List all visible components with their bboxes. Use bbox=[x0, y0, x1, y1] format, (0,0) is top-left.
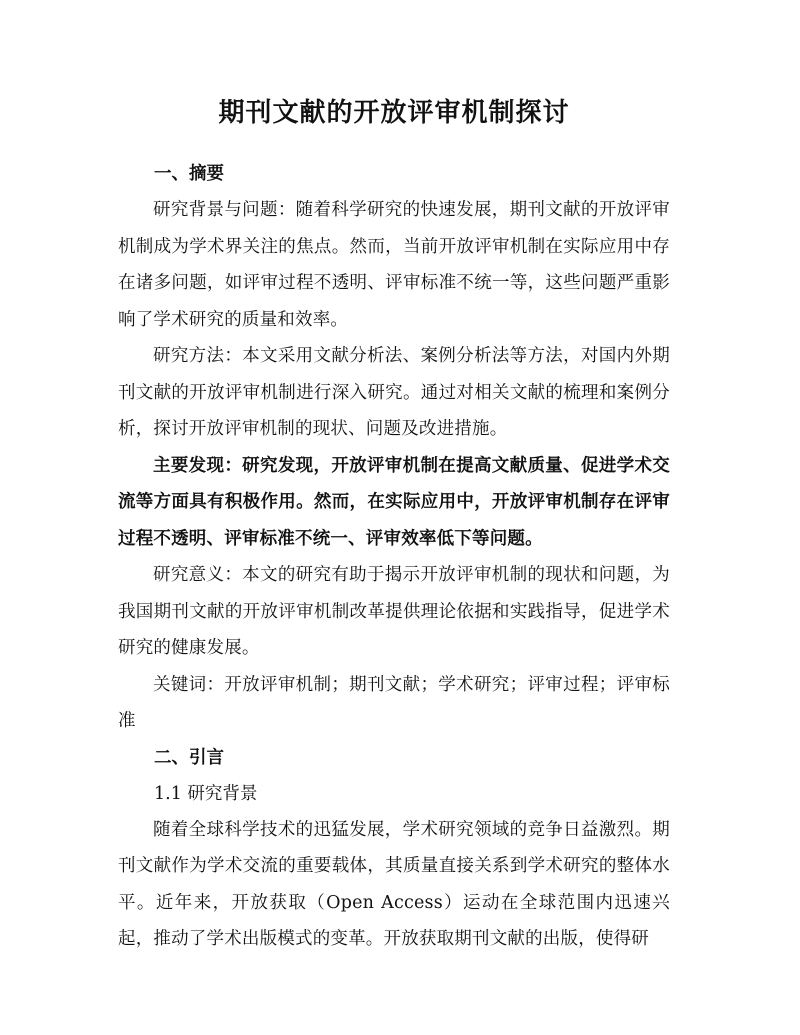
section-heading-abstract: 一、摘要 bbox=[154, 164, 224, 184]
abstract-keywords-paragraph: 关键词：开放评审机制；期刊文献；学术研究；评审过程；评审标准 bbox=[118, 674, 670, 731]
abstract-methods-paragraph: 研究方法：本文采用文献分析法、案例分析法等方法，对国内外期刊文献的开放评审机制进行深入研究。通过对相关文献的梳理和案例分析，探讨开放评审机制的现状、问题及改进措施。 bbox=[118, 346, 670, 439]
abstract-background-paragraph: 研究背景与问题：随着科学研究的快速发展，期刊文献的开放评审机制成为学术界关注的焦点。然而，当前开放评审机制在实际应用中存在诸多问题，如评审过程不透明、评审标准不统一等，这些问题严重影响了学术研究的质量和效率。 bbox=[118, 200, 670, 330]
document-body bbox=[118, 92, 670, 958]
document-title: 期刊文献的开放评审机制探讨 bbox=[218, 98, 570, 128]
introduction-paragraph: 随着全球科学技术的迅猛发展，学术研究领域的竞争日益激烈。期刊文献作为学术交流的重要载体，其质量直接关系到学术研究的整体水平。近年来，开放获取（Open Access）运动在全球范围内迅速兴起，推动了学术出版模式的变革。开放获取期刊文献的出版，使得研 bbox=[118, 819, 670, 949]
subsection-heading-background: 1.1 研究背景 bbox=[154, 783, 258, 804]
abstract-significance-paragraph: 研究意义：本文的研究有助于揭示开放评审机制的现状和问题，为我国期刊文献的开放评审机制改革提供理论依据和实践指导，促进学术研究的健康发展。 bbox=[118, 565, 670, 658]
section-heading-introduction: 二、引言 bbox=[154, 747, 224, 768]
abstract-findings-paragraph: 主要发现：研究发现，开放评审机制在提高文献质量、促进学术交流等方面具有积极作用。然而，在实际应用中，开放评审机制存在评审过程不透明、评审标准不统一、评审效率低下等问题。 bbox=[118, 455, 670, 549]
